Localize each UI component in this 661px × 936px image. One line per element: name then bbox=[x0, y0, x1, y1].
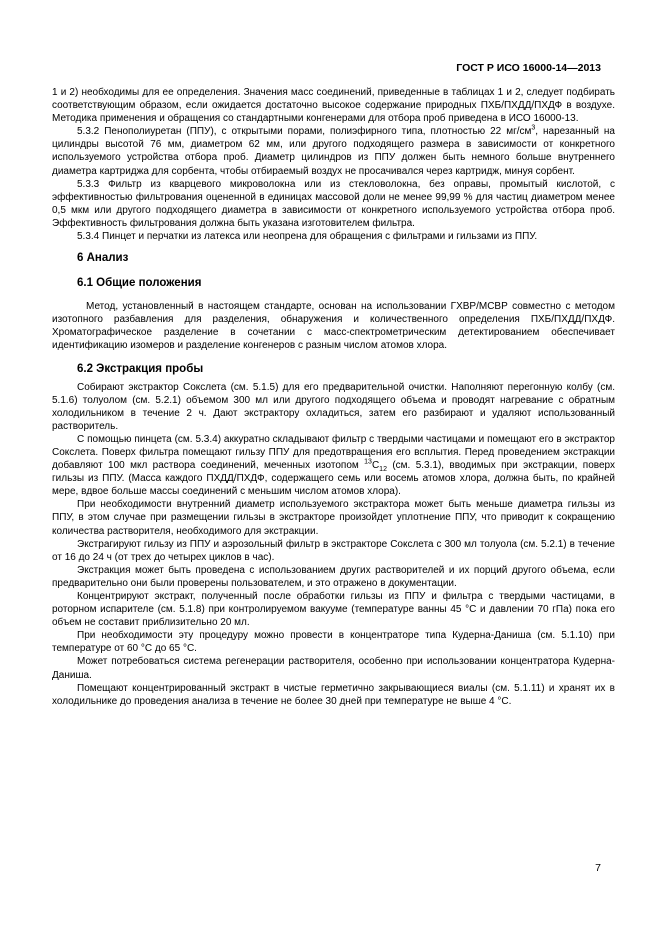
paragraph-5-3-3: 5.3.3 Фильтр из кварцевого микроволокна или из стекловолокна, без оправы, промытый кислотой, с эффективностью фильтрования оцененной в единицах массовой доли не менее 99,99 % для частиц диаметром менее 0,5 мкм или другого подходящего диаметра в зависимости от конкретного используемого устройства отбора проб. Эффективность фильтрования должна быть указана изготовителем фильтра. bbox=[52, 178, 615, 229]
paragraph-soxhlet-assembly: Собирают экстрактор Сокслета (см. 5.1.5) для его предварительной очистки. Наполняют перегонную колбу (см. 5.1.6) толуолом (см. 5.2.1) объемом 300 мл или другого подходящего объема и проводят нагревание с обратным холодильником в течение 2 ч. Дают экстрактору охладиться, затем его разбирают и удаляют использованный растворитель. bbox=[52, 381, 615, 432]
paragraph-solvent-recovery: Может потребоваться система регенерации растворителя, особенно при использовании концентратора Кудерна-Даниша. bbox=[52, 656, 615, 681]
subsection-heading-6-2: 6.2 Экстракция пробы bbox=[77, 362, 204, 375]
page-number: 7 bbox=[595, 862, 601, 874]
paragraph-extraction-time: Экстрагируют гильзу из ППУ и аэрозольный фильтр в экстракторе Сокслета с 300 мл толуола (см. 5.2.1) в течение от 16 до 24 ч (от трех до четырех циклов в час). bbox=[52, 538, 615, 563]
paragraph-5-3-2 bbox=[52, 125, 615, 177]
carbon-symbol: C bbox=[371, 460, 380, 472]
paragraph-5-3-4: 5.3.4 Пинцет и перчатки из латекса или неопрена для обращения с фильтрами и гильзами из ППУ. bbox=[77, 231, 538, 243]
superscript-3: 3 bbox=[531, 124, 536, 132]
paragraph-5-3-2-text-b: , нарезанный на цилиндры высотой 76 мм, диаметром 62 мм, или другого подходящего размера в зависимости от конкретного используемого устройства отбора проб. Диаметр цилиндров из ППУ должен быть немного больше внутреннего диаметра картриджа для сорбента, чтобы отбираемый воздух не просачивался через картридж, минуя сорбент. bbox=[52, 126, 615, 177]
paragraph-concentration: Концентрируют экстракт, полученный после обработки гильзы из ППУ и фильтра с твердыми частицами, в роторном испарителе (см. 5.1.8) при контролируемом вакууме (температуре ванны 45 °С и давлении 70 гПа) пока его объем не составит приблизительно 20 мл. bbox=[52, 591, 615, 629]
paragraph-5-3-2-text-a: 5.3.2 Пенополиуретан (ППУ), с открытыми порами, полиэфирного типа, плотностью 22 мг/см bbox=[77, 126, 532, 138]
paragraph-storage: Помещают концентрированный экстракт в чистые герметично закрывающиеся виалы (см. 5.1.11) и хранят их в холодильнике до проведения анализа в течение не более 30 дней при температуре не выше 4 °С. bbox=[52, 682, 615, 707]
superscript-13: 13 bbox=[364, 458, 372, 466]
section-heading-6: 6 Анализ bbox=[77, 252, 129, 265]
paragraph-continuation: 1 и 2) необходимы для ее определения. Значения масс соединений, приведенные в таблицах 1 и 2, следует подбирать соответствующим образом, если ожидается достаточно высокое содержание природных ПХБ/ПХДД/ПХДФ в воздухе. Методика применения и обращения со стандартными конгенерами для отбора проб приведена в ИСО 16000-13. bbox=[52, 87, 615, 125]
page-content bbox=[52, 86, 615, 708]
subscript-12: 12 bbox=[379, 466, 387, 474]
document-code: ГОСТ Р ИСО 16000-14—2013 bbox=[456, 62, 601, 74]
paragraph-filter-placement bbox=[52, 433, 615, 498]
paragraph-kuderna-danish: При необходимости эту процедуру можно провести в концентраторе типа Кудерна-Даниша (см. 5.1.10) при температуре от 60 °С до 65 °С. bbox=[52, 630, 615, 655]
paragraph-other-solvents: Экстракция может быть проведена с использованием других растворителей и их порций другого объема, если предварительно они были проверены пользователем, и это отражено в документации. bbox=[52, 564, 615, 589]
paragraph-extractor-diameter: При необходимости внутренний диаметр используемого экстрактора может быть меньше диаметра гильзы из ППУ, в этом случае при размещении гильзы в экстракторе произойдет уплотнение ППУ, что приводит к сокращению количества растворителя, необходимого для экстракции. bbox=[52, 499, 615, 537]
paragraph-filter-placement-text-a: С помощью пинцета (см. 5.3.4) аккуратно складывают фильтр с твердыми частицами и помещают его в экстрактор Сокслета. Поверх фильтра помещают гильзу ППУ для предотвращения его всплытия. Перед проведением экстракции добавляют 100 мкл раствора соединений, меченных изотопом bbox=[52, 433, 615, 472]
paragraph-6-1: Метод, установленный в настоящем стандарте, основан на использовании ГХВР/МСВР совместно с методом изотопного разбавления для разделения, обнаружения и количественного определения ПХБ/ПХДД/ПХДФ. Хроматографическое разделение в сочетании с масс-спектрометрическим детектированием обеспечивает идентификацию изомеров и разделение конгенеров с разным числом атомов хлора. bbox=[52, 301, 615, 352]
subsection-heading-6-1: 6.1 Общие положения bbox=[77, 277, 202, 290]
paragraph-filter-placement-text-b: (см. 5.3.1), вводимых при экстракции, поверх гильзы из ППУ. (Масса каждого ПХДД/ПХДФ, содержащего семь или восемь атомов хлора, должна быть, по крайней мере, вдвое больше массы соединений с меньшим числом атомов хлора). bbox=[52, 460, 615, 498]
